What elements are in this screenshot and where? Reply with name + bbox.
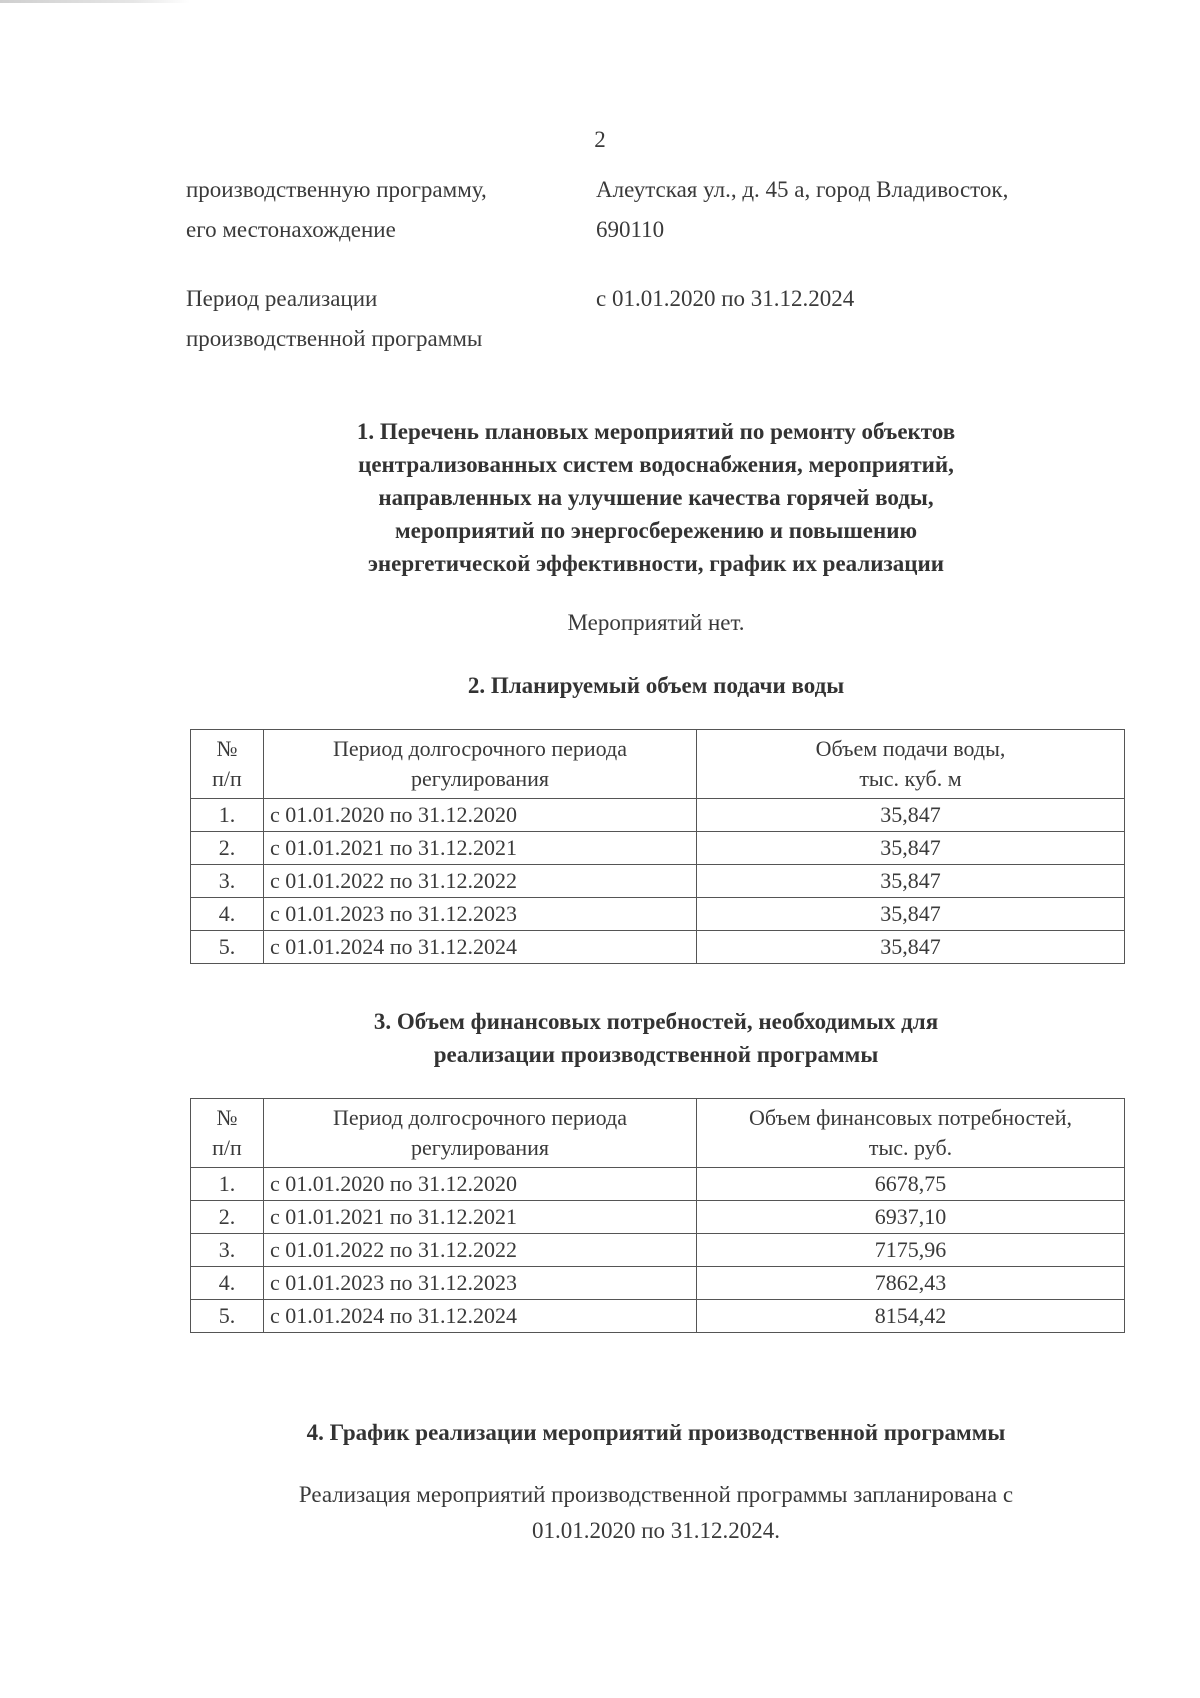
section-3-title-line: 3. Объем финансовых потребностей, необходимых для — [373, 1009, 939, 1034]
section-4-text-line: Реализация мероприятий производственной программы запланирована с — [298, 1482, 1014, 1507]
header-value-line: тыс. руб. — [868, 1135, 953, 1160]
period-label-line: производственной программы — [186, 326, 483, 351]
location-label — [186, 170, 596, 250]
row-num: 5. — [191, 931, 264, 964]
row-num: 3. — [191, 1234, 264, 1267]
row-value: 8154,42 — [697, 1300, 1125, 1333]
table-row — [191, 1168, 1125, 1201]
header-num-line: № — [216, 736, 238, 761]
row-period: с 01.01.2024 по 31.12.2024 — [264, 1300, 697, 1333]
page-number: 2 — [594, 127, 606, 152]
section-4-text — [186, 1477, 1126, 1549]
period-label-line: Период реализации — [186, 286, 378, 311]
row-period: с 01.01.2023 по 31.12.2023 — [264, 1267, 697, 1300]
row-period: с 01.01.2021 по 31.12.2021 — [264, 1201, 697, 1234]
section-2-title: 2. Планируемый объем подачи воды — [467, 673, 845, 698]
header-value-line: Объем финансовых потребностей, — [749, 1105, 1072, 1130]
header-num-line: п/п — [212, 766, 242, 791]
table-row — [191, 799, 1125, 832]
row-num: 2. — [191, 1201, 264, 1234]
header-num-line: № — [216, 1105, 238, 1130]
row-value: 7175,96 — [697, 1234, 1125, 1267]
header-value-line: тыс. куб. м — [859, 766, 962, 791]
water-supply-table — [190, 729, 1125, 964]
row-value: 35,847 — [697, 898, 1125, 931]
section-1-title-line: централизованных систем водоснабжения, мероприятий, — [358, 452, 954, 477]
row-period: с 01.01.2022 по 31.12.2022 — [264, 865, 697, 898]
location-row — [186, 170, 1126, 250]
row-period: с 01.01.2020 по 31.12.2020 — [264, 799, 697, 832]
header-period-line: регулирования — [410, 766, 550, 791]
table-header-row — [191, 730, 1125, 799]
header-period-line: Период долгосрочного периода — [332, 1105, 628, 1130]
table-row — [191, 1201, 1125, 1234]
section-1-title-line: мероприятий по энергосбережению и повышению — [394, 518, 918, 543]
row-value: 35,847 — [697, 865, 1125, 898]
header-num-line: п/п — [212, 1135, 242, 1160]
row-num: 3. — [191, 865, 264, 898]
row-num: 2. — [191, 832, 264, 865]
section-1-note: Мероприятий нет. — [567, 610, 745, 635]
section-3-title-line: реализации производственной программы — [433, 1042, 879, 1067]
section-1-title-line: энергетической эффективности, график их реализации — [367, 551, 945, 576]
header-value-line: Объем подачи воды, — [815, 736, 1006, 761]
row-value: 35,847 — [697, 931, 1125, 964]
location-label-line: его местонахождение — [186, 217, 396, 242]
row-period: с 01.01.2022 по 31.12.2022 — [264, 1234, 697, 1267]
period-value — [596, 279, 1126, 359]
row-value: 6937,10 — [697, 1201, 1125, 1234]
period-row — [186, 279, 1126, 359]
location-value-line: Алеутская ул., д. 45 а, город Владивосток, — [596, 177, 1009, 202]
section-1-title-line: направленных на улучшение качества горячей воды, — [378, 485, 934, 510]
section-3-title — [186, 1005, 1126, 1071]
period-label — [186, 279, 596, 359]
table-row — [191, 1234, 1125, 1267]
row-num: 4. — [191, 1267, 264, 1300]
row-period: с 01.01.2024 по 31.12.2024 — [264, 931, 697, 964]
period-value-line: с 01.01.2020 по 31.12.2024 — [596, 286, 855, 311]
section-4-title: 4. График реализации мероприятий производственной программы — [306, 1420, 1006, 1445]
table-header-row — [191, 1099, 1125, 1168]
header-period-line: Период долгосрочного периода — [332, 736, 628, 761]
row-value: 7862,43 — [697, 1267, 1125, 1300]
scan-edge-mark — [0, 0, 190, 3]
row-num: 5. — [191, 1300, 264, 1333]
row-period: с 01.01.2021 по 31.12.2021 — [264, 832, 697, 865]
header-period-line: регулирования — [410, 1135, 550, 1160]
table-row — [191, 1300, 1125, 1333]
section-1-title — [186, 415, 1126, 580]
header-period — [264, 1099, 697, 1168]
row-num: 1. — [191, 1168, 264, 1201]
row-num: 1. — [191, 799, 264, 832]
table-row — [191, 931, 1125, 964]
location-value — [596, 170, 1126, 250]
row-value: 35,847 — [697, 832, 1125, 865]
table-row — [191, 1267, 1125, 1300]
section-4-text-line: 01.01.2020 по 31.12.2024. — [531, 1518, 781, 1543]
header-value — [697, 730, 1125, 799]
table-row — [191, 865, 1125, 898]
row-value: 6678,75 — [697, 1168, 1125, 1201]
row-period: с 01.01.2020 по 31.12.2020 — [264, 1168, 697, 1201]
table-row — [191, 898, 1125, 931]
section-1-title-line: 1. Перечень плановых мероприятий по ремонту объектов — [356, 419, 956, 444]
row-value: 35,847 — [697, 799, 1125, 832]
location-value-line: 690110 — [596, 217, 665, 242]
financial-needs-table — [190, 1098, 1125, 1333]
row-num: 4. — [191, 898, 264, 931]
table-row — [191, 832, 1125, 865]
location-label-line: производственную программу, — [186, 177, 487, 202]
header-value — [697, 1099, 1125, 1168]
header-num — [191, 1099, 264, 1168]
header-num — [191, 730, 264, 799]
row-period: с 01.01.2023 по 31.12.2023 — [264, 898, 697, 931]
header-period — [264, 730, 697, 799]
